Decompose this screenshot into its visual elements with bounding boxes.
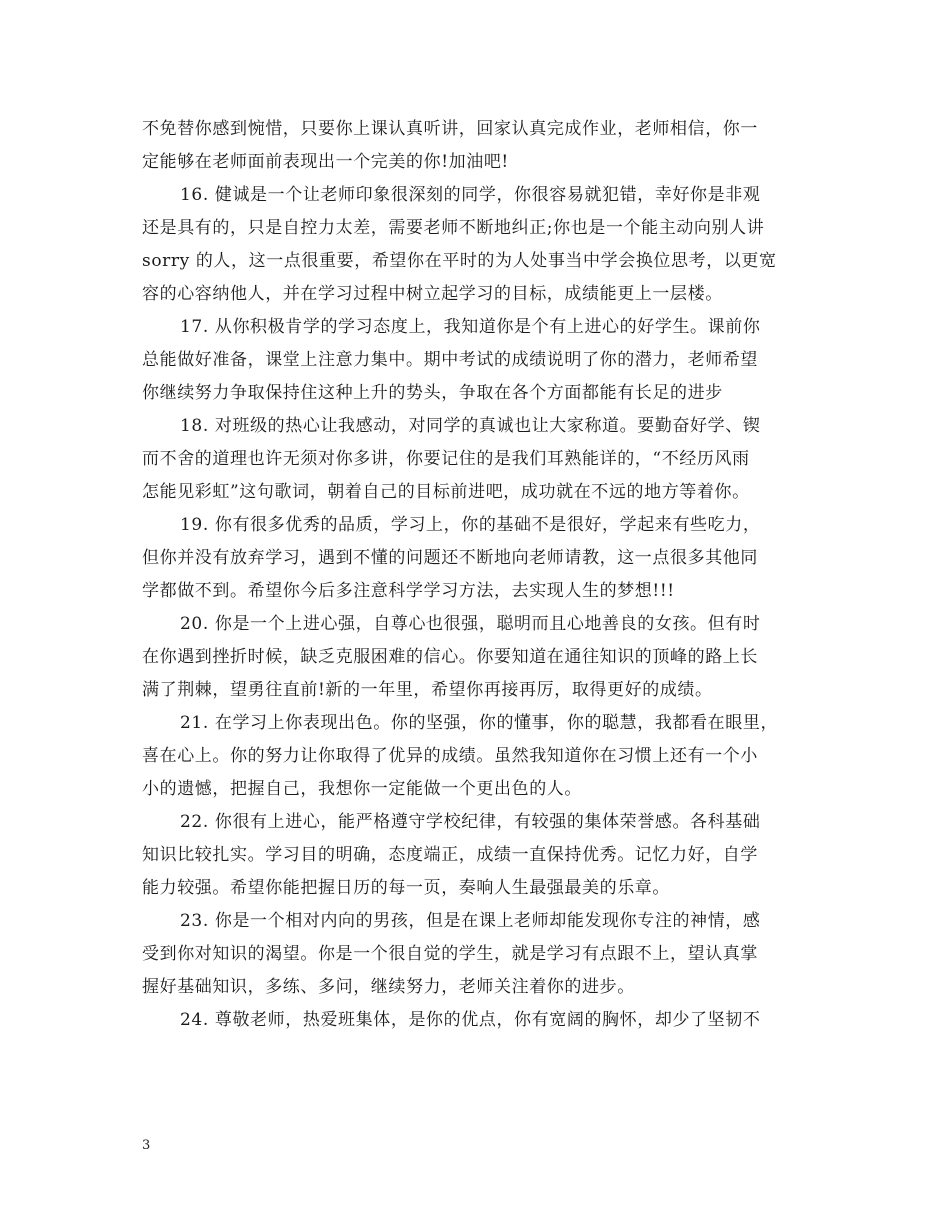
text-line: 学都做不到。希望你今后多注意科学学习方法，去实现人生的梦想!!! <box>142 581 675 601</box>
paragraph-first-line: 22. 你很有上进心，能严格遵守学校纪律，有较强的集体荣誉感。各科基础 <box>180 812 761 832</box>
text-line: 能力较强。希望你能把握日历的每一页，奏响人生最强最美的乐章。 <box>142 878 670 898</box>
paragraph-first-line: 20. 你是一个上进心强，自尊心也很强，聪明而且心地善良的女孩。但有时 <box>180 614 761 634</box>
paragraph-first-line: 21. 在学习上你表现出色。你的坚强，你的懂事，你的聪慧，我都看在眼里， <box>180 713 779 733</box>
text-line: 容的心容纳他人，并在学习过程中树立起学习的目标，成绩能更上一层楼。 <box>142 284 723 304</box>
text-line: 不免替你感到惋惜，只要你上课认真听讲，回家认真完成作业，老师相信，你一 <box>142 119 758 139</box>
text-line: 喜在心上。你的努力让你取得了优异的成绩。虽然我知道你在习惯上还有一个小 <box>142 746 758 766</box>
paragraph-first-line: 23. 你是一个相对内向的男孩，但是在课上老师却能发现你专注的神情，感 <box>180 911 761 931</box>
text-line: 还是具有的，只是自控力太差，需要老师不断地纠正;你也是一个能主动向别人讲 <box>142 218 765 238</box>
paragraph-first-line: 19. 你有很多优秀的品质，学习上，你的基础不是很好，学起来有些吃力， <box>180 515 761 535</box>
text-line: 受到你对知识的渴望。你是一个很自觉的学生，就是学习有点跟不上，望认真掌 <box>142 944 758 964</box>
page-number: 3 <box>142 1138 151 1153</box>
paragraph-first-line: 18. 对班级的热心让我感动，对同学的真诚也让大家称道。要勤奋好学、锲 <box>180 416 761 436</box>
text-line: 总能做好准备，课堂上注意力集中。期中考试的成绩说明了你的潜力，老师希望 <box>142 350 758 370</box>
text-line: 满了荆棘，望勇往直前!新的一年里，希望你再接再厉，取得更好的成绩。 <box>142 680 713 700</box>
text-line: 但你并没有放弃学习，遇到不懂的问题还不断地向老师请教，这一点很多其他同 <box>142 548 758 568</box>
paragraph-first-line: 16. 健诚是一个让老师印象很深刻的同学，你很容易就犯错，幸好你是非观 <box>180 185 761 205</box>
text-line: 在你遇到挫折时候，缺乏克服困难的信心。你要知道在通往知识的顶峰的路上长 <box>142 647 758 667</box>
paragraph-first-line: 17. 从你积极肯学的学习态度上，我知道你是个有上进心的好学生。课前你 <box>180 317 761 337</box>
paragraph-first-line: 24. 尊敬老师，热爱班集体，是你的优点，你有宽阔的胸怀，却少了坚韧不 <box>180 1010 761 1030</box>
text-line: 你继续努力争取保持住这种上升的势头，争取在各个方面都能有长足的进步 <box>142 383 723 403</box>
text-line: 定能够在老师面前表现出一个完美的你!加油吧! <box>142 152 509 172</box>
text-line: 而不舍的道理也许无须对你多讲，你要记住的是我们耳熟能详的，“不经历风雨 <box>142 449 750 469</box>
document-body <box>142 113 810 1037</box>
text-line: sorry 的人，这一点很重要，希望你在平时的为人处事当中学会换位思考，以更宽 <box>142 251 777 271</box>
text-line: 小的遗憾，把握自己，我想你一定能做一个更出色的人。 <box>142 779 582 799</box>
text-line: 握好基础知识，多练、多问，继续努力，老师关注着你的进步。 <box>142 977 635 997</box>
text-line: 怎能见彩虹”这句歌词，朝着自己的目标前进吧，成功就在不远的地方等着你。 <box>142 482 750 502</box>
text-line: 知识比较扎实。学习目的明确，态度端正，成绩一直保持优秀。记忆力好，自学 <box>142 845 758 865</box>
